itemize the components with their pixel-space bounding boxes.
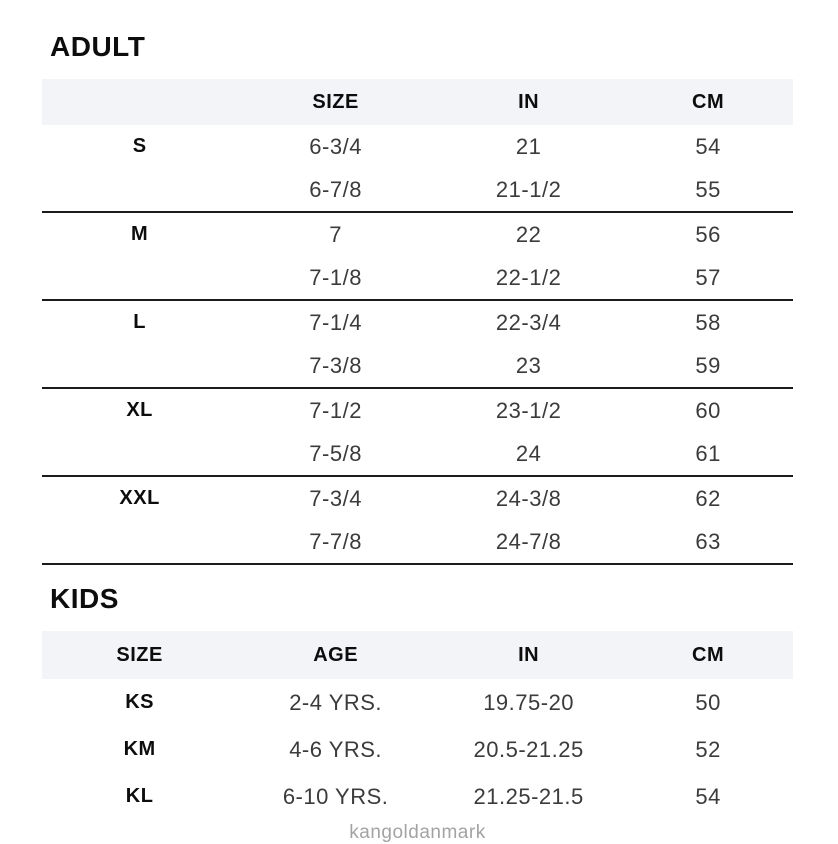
cm-value: 63	[695, 528, 721, 554]
adult-header-in: IN	[518, 90, 540, 113]
table-row	[42, 432, 793, 475]
cm-value: 62	[695, 485, 721, 511]
cm-value: 58	[695, 309, 721, 335]
size-group-label: XXL	[119, 487, 160, 509]
size-group-label: L	[133, 311, 146, 333]
cm-value: 55	[695, 176, 721, 202]
adult-group-l	[42, 301, 793, 389]
hat-size-value: 7-3/4	[309, 485, 362, 511]
cm-value: 57	[695, 264, 721, 290]
cm-value: 52	[695, 736, 721, 762]
inches-value: 23-1/2	[495, 397, 562, 423]
age-value: 6-10 YRS.	[282, 783, 389, 809]
inches-value: 21	[515, 133, 542, 159]
cm-value: 50	[695, 689, 721, 715]
hat-size-value: 7-1/2	[309, 397, 362, 423]
size-group-label: M	[131, 223, 149, 245]
adult-group-xl	[42, 389, 793, 477]
inches-value: 22-3/4	[495, 309, 562, 335]
cm-value: 54	[695, 783, 721, 809]
kids-size-label: KL	[125, 785, 154, 807]
kids-header-age: AGE	[313, 643, 359, 666]
adult-group-xxl	[42, 477, 793, 565]
adult-group-m	[42, 213, 793, 301]
watermark-text: kangoldanmark	[349, 822, 486, 843]
hat-size-value: 7	[329, 221, 342, 247]
adult-table-header	[42, 79, 793, 125]
table-row	[42, 344, 793, 387]
hat-size-value: 7-3/8	[309, 352, 362, 378]
cm-value: 56	[695, 221, 721, 247]
hat-size-value: 6-7/8	[309, 176, 362, 202]
table-row	[42, 679, 793, 726]
cm-value: 59	[695, 352, 721, 378]
cm-value: 61	[695, 440, 721, 466]
inches-value: 22-1/2	[495, 264, 562, 290]
inches-value: 21.25-21.5	[473, 783, 584, 809]
inches-value: 19.75-20	[483, 689, 575, 715]
kids-header-size: SIZE	[116, 643, 163, 666]
adult-group-s	[42, 125, 793, 213]
table-row	[42, 773, 793, 820]
cm-value: 54	[695, 133, 721, 159]
adult-header-cm: CM	[692, 90, 725, 113]
inches-value: 21-1/2	[495, 176, 562, 202]
hat-size-value: 6-3/4	[309, 133, 362, 159]
table-row	[42, 477, 793, 520]
kids-size-label: KM	[123, 738, 156, 760]
table-row	[42, 168, 793, 211]
age-value: 2-4 YRS.	[289, 689, 383, 715]
table-row	[42, 213, 793, 256]
table-row	[42, 389, 793, 432]
inches-value: 24-3/8	[495, 485, 562, 511]
table-row	[42, 520, 793, 563]
adult-size-table	[42, 79, 793, 565]
kids-section-title: KIDS	[50, 583, 119, 614]
kids-header-in: IN	[518, 643, 540, 666]
hat-size-value: 7-5/8	[309, 440, 362, 466]
inches-value: 24	[515, 440, 542, 466]
hat-size-value: 7-1/4	[309, 309, 362, 335]
age-value: 4-6 YRS.	[289, 736, 383, 762]
size-group-label: XL	[126, 399, 153, 421]
inches-value: 23	[515, 352, 542, 378]
table-row	[42, 301, 793, 344]
kids-table-header	[42, 631, 793, 679]
table-row	[42, 125, 793, 168]
adult-section-title: ADULT	[50, 31, 146, 62]
kids-header-cm: CM	[692, 643, 725, 666]
hat-size-value: 7-1/8	[309, 264, 362, 290]
inches-value: 22	[515, 221, 542, 247]
table-row	[42, 256, 793, 299]
size-group-label: S	[132, 135, 147, 157]
table-row	[42, 726, 793, 773]
inches-value: 20.5-21.25	[473, 736, 584, 762]
cm-value: 60	[695, 397, 721, 423]
kids-size-label: KS	[125, 691, 155, 713]
adult-header-size: SIZE	[312, 90, 359, 113]
inches-value: 24-7/8	[495, 528, 562, 554]
kids-size-table	[42, 631, 793, 820]
hat-size-value: 7-7/8	[309, 528, 362, 554]
